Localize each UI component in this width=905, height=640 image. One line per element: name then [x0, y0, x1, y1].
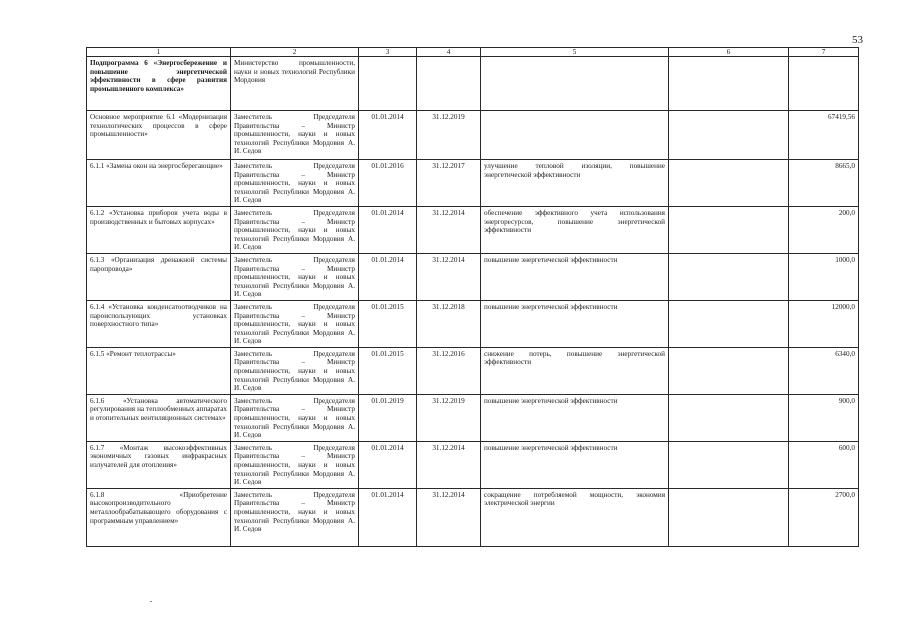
empty-cell — [669, 441, 789, 488]
measure-name-cell: Основное мероприятие 6.1 «Модернизация технологических процессов в сфере промышленности» — [87, 111, 231, 160]
amount-cell: 900,0 — [789, 394, 859, 441]
amount-cell: 600,0 — [789, 441, 859, 488]
result-cell: улучшение тепловой изоляции, повышение энергетической эффективности — [481, 160, 669, 207]
table-row — [87, 488, 859, 546]
column-header: 1 — [87, 48, 231, 57]
result-cell: повышение энергетической эффективности — [481, 300, 669, 347]
result-cell: снижение потерь, повышение энергетической эффективности — [481, 347, 669, 394]
end-date-cell — [417, 57, 481, 111]
empty-cell — [669, 111, 789, 160]
end-date-cell: 31.12.2016 — [417, 347, 481, 394]
amount-cell: 200,0 — [789, 206, 859, 253]
responsible-cell: Заместитель Председателя Правительства – Министр промышленности, науки и новых технологий Республики Мордовия А. И. Седов — [231, 488, 359, 546]
table-row — [87, 111, 859, 160]
responsible-cell: Заместитель Председателя Правительства – Министр промышленности, науки и новых технологий Республики Мордовия А. И. Седов — [231, 394, 359, 441]
result-cell: повышение энергетической эффективности — [481, 441, 669, 488]
responsible-cell: Заместитель Председателя Правительства – Министр промышленности, науки и новых технологий Республики Мордовия А. И. Седов — [231, 160, 359, 207]
column-header: 7 — [789, 48, 859, 57]
program-table — [86, 47, 859, 547]
measure-name-cell: 6.1.2 «Установка приборов учета воды в производственных и бытовых корпусах» — [87, 206, 231, 253]
start-date-cell: 01.01.2019 — [359, 394, 417, 441]
empty-cell — [669, 347, 789, 394]
end-date-cell: 31.12.2014 — [417, 253, 481, 300]
empty-cell — [669, 57, 789, 111]
table-row — [87, 160, 859, 207]
column-header: 3 — [359, 48, 417, 57]
end-date-cell: 31.12.2019 — [417, 394, 481, 441]
start-date-cell: 01.01.2014 — [359, 206, 417, 253]
result-cell: сокращение потребляемой мощности, экономия электрической энергии — [481, 488, 669, 546]
amount-cell: 12000,0 — [789, 300, 859, 347]
measure-name-cell: 6.1.6 «Установка автоматического регулирования на теплообменных аппаратах и отопительных вентиляционных системах» — [87, 394, 231, 441]
start-date-cell: 01.01.2015 — [359, 300, 417, 347]
measure-name-cell: 6.1.1 «Замена окон на энергосберегающие» — [87, 160, 231, 207]
responsible-cell: Заместитель Председателя Правительства – Министр промышленности, науки и новых технологий Республики Мордовия А. И. Седов — [231, 206, 359, 253]
start-date-cell: 01.01.2014 — [359, 111, 417, 160]
column-header: 2 — [231, 48, 359, 57]
amount-cell: 1000,0 — [789, 253, 859, 300]
empty-cell — [669, 253, 789, 300]
result-cell — [481, 57, 669, 111]
start-date-cell: 01.01.2015 — [359, 347, 417, 394]
table-row — [87, 394, 859, 441]
table-row — [87, 300, 859, 347]
result-cell: обеспечение эффективного учета использования энергоресурсов, повышение энергетической эффективности — [481, 206, 669, 253]
responsible-cell: Заместитель Председателя Правительства – Министр промышленности, науки и новых технологий Республики Мордовия А. И. Седов — [231, 441, 359, 488]
result-cell: повышение энергетической эффективности — [481, 253, 669, 300]
amount-cell: 6340,0 — [789, 347, 859, 394]
start-date-cell: 01.01.2014 — [359, 253, 417, 300]
end-date-cell: 31.12.2018 — [417, 300, 481, 347]
start-date-cell — [359, 57, 417, 111]
table-header-row — [87, 48, 859, 57]
column-header: 4 — [417, 48, 481, 57]
column-header: 6 — [669, 48, 789, 57]
responsible-cell: Министерство промышленности, науки и новых технологий Республики Мордовия — [231, 57, 359, 111]
start-date-cell: 01.01.2014 — [359, 441, 417, 488]
table-row — [87, 253, 859, 300]
end-date-cell: 31.12.2014 — [417, 206, 481, 253]
measure-name-cell: 6.1.7 «Монтаж высокоэффективных экономичных газовых инфракрасных излучателей для отопления» — [87, 441, 231, 488]
empty-cell — [669, 488, 789, 546]
table-row — [87, 57, 859, 111]
start-date-cell: 01.01.2016 — [359, 160, 417, 207]
empty-cell — [669, 394, 789, 441]
amount-cell: 2700,0 — [789, 488, 859, 546]
responsible-cell: Заместитель Председателя Правительства – Министр промышленности, науки и новых технологий Республики Мордовия А. И. Седов — [231, 253, 359, 300]
table-row — [87, 347, 859, 394]
end-date-cell: 31.12.2014 — [417, 441, 481, 488]
measure-name-cell: 6.1.4 «Установка конденсатоотводчиков на пароиспользующих установках поверхностного типа» — [87, 300, 231, 347]
amount-cell: 8665,0 — [789, 160, 859, 207]
measure-name-cell: 6.1.3 «Организация дренажной системы паропровода» — [87, 253, 231, 300]
responsible-cell: Заместитель Председателя Правительства – Министр промышленности, науки и новых технологий Республики Мордовия А. И. Седов — [231, 300, 359, 347]
measure-name-cell: Подпрограмма 6 «Энергосбережение и повышение энергетической эффективности в сфере развития промышленного комплекса» — [87, 57, 231, 111]
empty-cell — [669, 206, 789, 253]
end-date-cell: 31.12.2017 — [417, 160, 481, 207]
result-cell — [481, 111, 669, 160]
amount-cell — [789, 57, 859, 111]
responsible-cell: Заместитель Председателя Правительства – Министр промышленности, науки и новых технологий Республики Мордовия А. И. Седов — [231, 347, 359, 394]
end-date-cell: 31.12.2014 — [417, 488, 481, 546]
scan-speck — [150, 601, 152, 602]
end-date-cell: 31.12.2019 — [417, 111, 481, 160]
table-row — [87, 206, 859, 253]
start-date-cell: 01.01.2014 — [359, 488, 417, 546]
amount-cell: 67419,56 — [789, 111, 859, 160]
result-cell: повышение энергетической эффективности — [481, 394, 669, 441]
empty-cell — [669, 300, 789, 347]
measure-name-cell: 6.1.8 «Приобретение высокопроизводительного металлообрабатывающего оборудования с программным управлением» — [87, 488, 231, 546]
page-number: 53 — [852, 34, 863, 46]
responsible-cell: Заместитель Председателя Правительства – Министр промышленности, науки и новых технологий Республики Мордовия А. И. Седов — [231, 111, 359, 160]
measure-name-cell: 6.1.5 «Ремонт теплотрассы» — [87, 347, 231, 394]
empty-cell — [669, 160, 789, 207]
column-header: 5 — [481, 48, 669, 57]
table-row — [87, 441, 859, 488]
